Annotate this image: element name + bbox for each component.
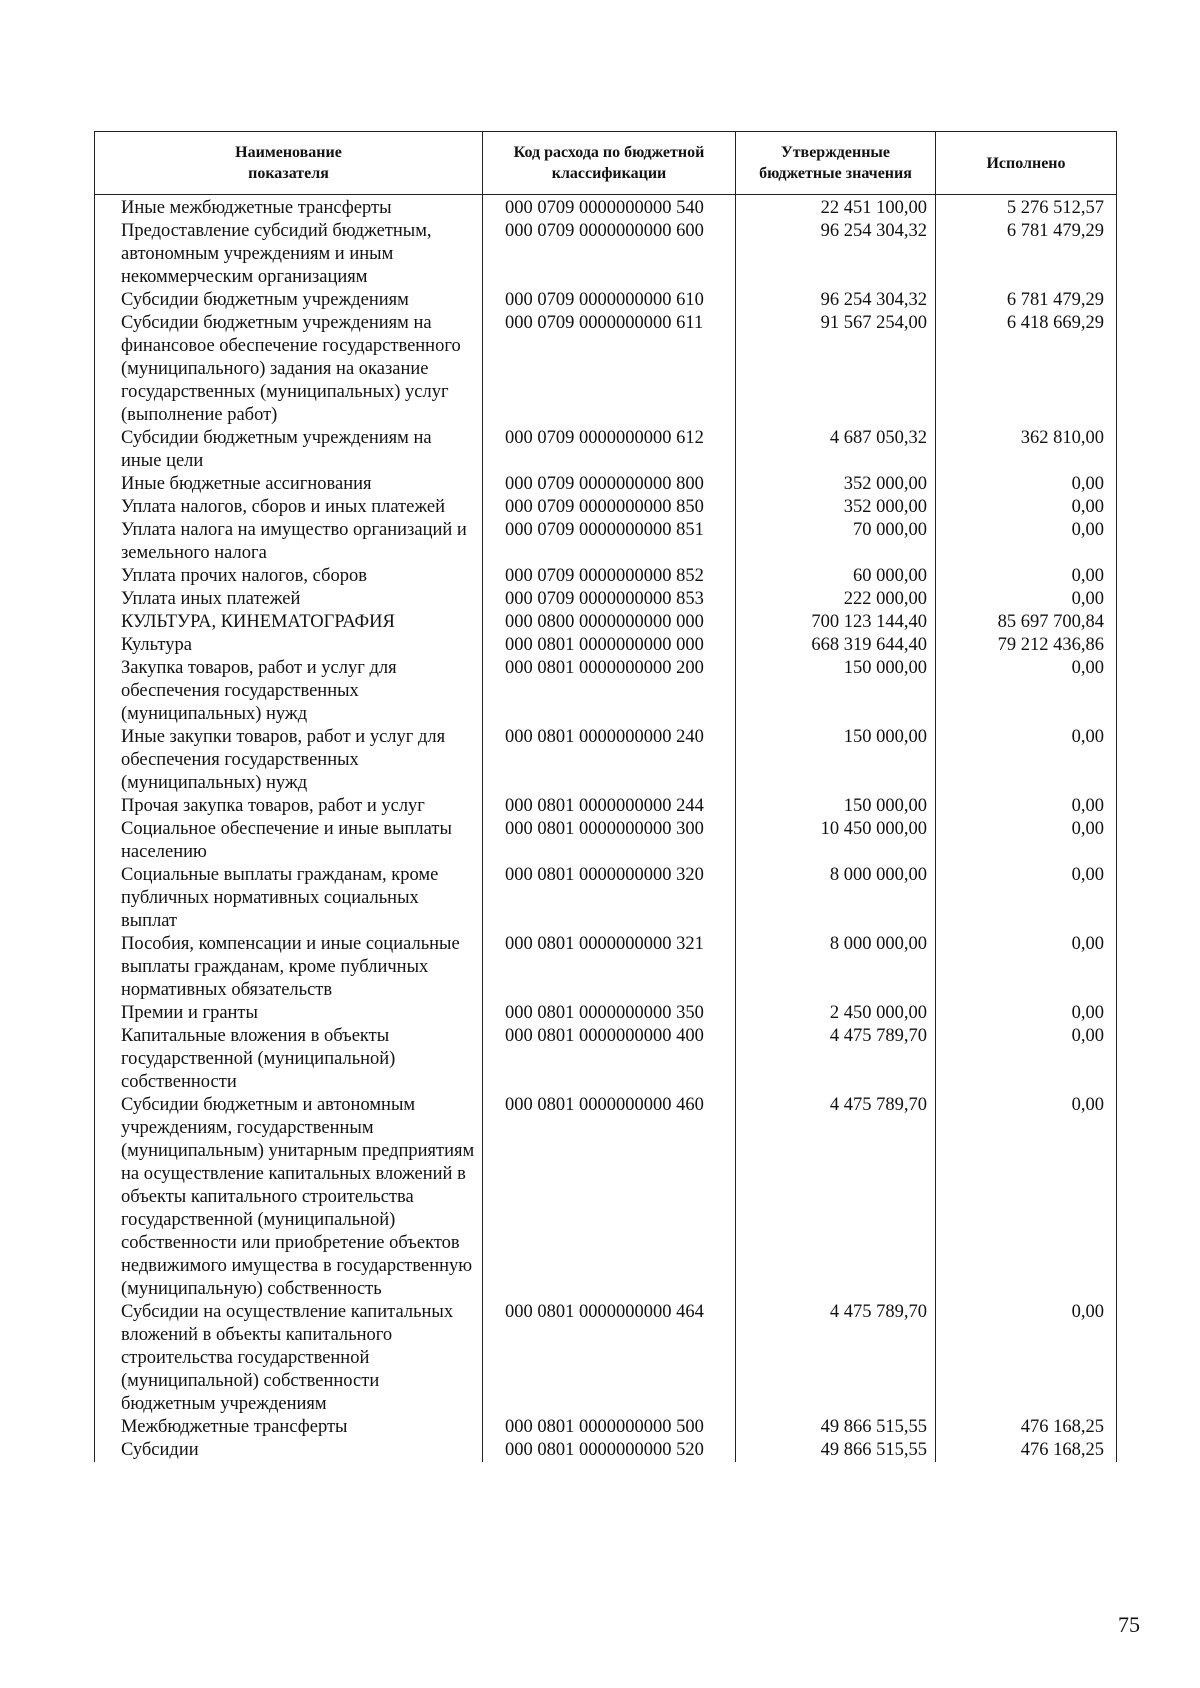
- row-code-cell: 000 0801 0000000000 000: [483, 634, 736, 657]
- row-name-cell: Пособия, компенсации и иные социальные выплаты гражданам, кроме публичных нормативных обязательств: [95, 933, 483, 1002]
- table-row: [95, 588, 1117, 611]
- row-code-cell: 000 0709 0000000000 610: [483, 289, 736, 312]
- row-code-cell: 000 0801 0000000000 321: [483, 933, 736, 1002]
- row-executed-cell: 476 168,25: [936, 1439, 1117, 1462]
- row-code-cell: 000 0709 0000000000 851: [483, 519, 736, 565]
- row-executed-cell: 0,00: [936, 496, 1117, 519]
- row-approved-cell: 60 000,00: [736, 565, 936, 588]
- table-row: [95, 1025, 1117, 1094]
- row-approved-cell: 96 254 304,32: [736, 289, 936, 312]
- row-name-cell: Субсидии бюджетным и автономным учреждениям, государственным (муниципальным) унитарным предприятиям на осуществление капитальных вложений в объекты капитального строительства государственной (муниципальной) собственности или приобретение объектов недвижимого имущества в государственную (муниципальную) собственность: [95, 1094, 483, 1301]
- table-row: [95, 496, 1117, 519]
- row-approved-cell: 8 000 000,00: [736, 864, 936, 933]
- row-name-cell: КУЛЬТУРА, КИНЕМАТОГРАФИЯ: [95, 611, 483, 634]
- row-executed-cell: 362 810,00: [936, 427, 1117, 473]
- row-code-cell: 000 0801 0000000000 350: [483, 1002, 736, 1025]
- row-code-cell: 000 0801 0000000000 244: [483, 795, 736, 818]
- table-row: [95, 1094, 1117, 1301]
- row-name-cell: Субсидии бюджетным учреждениям: [95, 289, 483, 312]
- row-code-cell: 000 0709 0000000000 612: [483, 427, 736, 473]
- table-row: [95, 611, 1117, 634]
- header-approved-line-1: Утвержденные: [780, 144, 891, 161]
- row-code-cell: 000 0801 0000000000 240: [483, 726, 736, 795]
- row-approved-cell: 91 567 254,00: [736, 312, 936, 427]
- row-approved-cell: 2 450 000,00: [736, 1002, 936, 1025]
- row-approved-cell: 700 123 144,40: [736, 611, 936, 634]
- row-name-cell: Субсидии на осуществление капитальных вложений в объекты капитального строительства государственной (муниципальной) собственности бюджетным учреждениям: [95, 1301, 483, 1416]
- table-row: [95, 818, 1117, 864]
- row-approved-cell: 150 000,00: [736, 657, 936, 726]
- table-row: [95, 933, 1117, 1002]
- row-code-cell: 000 0709 0000000000 853: [483, 588, 736, 611]
- table-row: [95, 726, 1117, 795]
- row-executed-cell: 0,00: [936, 565, 1117, 588]
- row-executed-cell: 6 781 479,29: [936, 289, 1117, 312]
- row-code-cell: 000 0709 0000000000 600: [483, 220, 736, 289]
- table-row: [95, 1439, 1117, 1462]
- row-executed-cell: 0,00: [936, 1094, 1117, 1301]
- budget-table: [94, 131, 1117, 1462]
- row-approved-cell: 10 450 000,00: [736, 818, 936, 864]
- header-code-line-1: Код расхода по бюджетной: [513, 144, 705, 161]
- table-row: [95, 519, 1117, 565]
- table-row: [95, 427, 1117, 473]
- row-executed-cell: 0,00: [936, 1301, 1117, 1416]
- row-approved-cell: 4 475 789,70: [736, 1025, 936, 1094]
- row-name-cell: Уплата налогов, сборов и иных платежей: [95, 496, 483, 519]
- row-executed-cell: 0,00: [936, 818, 1117, 864]
- row-code-cell: 000 0709 0000000000 852: [483, 565, 736, 588]
- row-name-cell: Предоставление субсидий бюджетным, автономным учреждениям и иным некоммерческим организациям: [95, 220, 483, 289]
- row-approved-cell: 352 000,00: [736, 496, 936, 519]
- row-name-cell: Капитальные вложения в объекты государственной (муниципальной) собственности: [95, 1025, 483, 1094]
- row-approved-cell: 70 000,00: [736, 519, 936, 565]
- row-name-cell: Субсидии бюджетным учреждениям на иные цели: [95, 427, 483, 473]
- table-row: [95, 1416, 1117, 1439]
- table-row: [95, 195, 1117, 221]
- row-name-cell: Уплата прочих налогов, сборов: [95, 565, 483, 588]
- row-executed-cell: 0,00: [936, 726, 1117, 795]
- header-name: [95, 132, 483, 195]
- row-executed-cell: 0,00: [936, 864, 1117, 933]
- row-name-cell: Иные бюджетные ассигнования: [95, 473, 483, 496]
- header-executed: [936, 132, 1117, 195]
- row-approved-cell: 352 000,00: [736, 473, 936, 496]
- row-code-cell: 000 0801 0000000000 460: [483, 1094, 736, 1301]
- row-name-cell: Иные закупки товаров, работ и услуг для обеспечения государственных (муниципальных) нужд: [95, 726, 483, 795]
- row-code-cell: 000 0800 0000000000 000: [483, 611, 736, 634]
- table-row: [95, 312, 1117, 427]
- table-row: [95, 565, 1117, 588]
- row-executed-cell: 79 212 436,86: [936, 634, 1117, 657]
- table-header: [95, 132, 1117, 195]
- row-approved-cell: 22 451 100,00: [736, 195, 936, 221]
- row-code-cell: 000 0801 0000000000 500: [483, 1416, 736, 1439]
- row-executed-cell: 0,00: [936, 588, 1117, 611]
- header-executed-label: Исполнено: [986, 154, 1066, 172]
- header-code-line-2: классификации: [551, 165, 667, 182]
- row-name-cell: Социальные выплаты гражданам, кроме публичных нормативных социальных выплат: [95, 864, 483, 933]
- row-executed-cell: 85 697 700,84: [936, 611, 1117, 634]
- header-approved-line-2: бюджетные значения: [759, 165, 912, 182]
- row-code-cell: 000 0709 0000000000 611: [483, 312, 736, 427]
- table-row: [95, 864, 1117, 933]
- row-executed-cell: 476 168,25: [936, 1416, 1117, 1439]
- row-approved-cell: 4 475 789,70: [736, 1301, 936, 1416]
- row-name-cell: Культура: [95, 634, 483, 657]
- header-code: [483, 132, 736, 195]
- row-approved-cell: 222 000,00: [736, 588, 936, 611]
- row-code-cell: 000 0801 0000000000 520: [483, 1439, 736, 1462]
- row-code-cell: 000 0709 0000000000 850: [483, 496, 736, 519]
- row-approved-cell: 49 866 515,55: [736, 1416, 936, 1439]
- page-number: 75: [1118, 1612, 1140, 1637]
- row-approved-cell: 668 319 644,40: [736, 634, 936, 657]
- table-row: [95, 795, 1117, 818]
- row-code-cell: 000 0709 0000000000 800: [483, 473, 736, 496]
- row-name-cell: Субсидии: [95, 1439, 483, 1462]
- row-executed-cell: 0,00: [936, 1002, 1117, 1025]
- row-approved-cell: 4 687 050,32: [736, 427, 936, 473]
- row-name-cell: Уплата налога на имущество организаций и земельного налога: [95, 519, 483, 565]
- row-executed-cell: 5 276 512,57: [936, 195, 1117, 221]
- row-approved-cell: 49 866 515,55: [736, 1439, 936, 1462]
- table-row: [95, 634, 1117, 657]
- row-name-cell: Межбюджетные трансферты: [95, 1416, 483, 1439]
- row-approved-cell: 150 000,00: [736, 795, 936, 818]
- row-name-cell: Субсидии бюджетным учреждениям на финансовое обеспечение государственного (муниципального) задания на оказание государственных (муниципальных) услуг (выполнение работ): [95, 312, 483, 427]
- row-approved-cell: 4 475 789,70: [736, 1094, 936, 1301]
- row-executed-cell: 0,00: [936, 1025, 1117, 1094]
- table-row: [95, 220, 1117, 289]
- row-executed-cell: 0,00: [936, 657, 1117, 726]
- row-name-cell: Премии и гранты: [95, 1002, 483, 1025]
- table-row: [95, 473, 1117, 496]
- row-code-cell: 000 0801 0000000000 464: [483, 1301, 736, 1416]
- row-name-cell: Социальное обеспечение и иные выплаты населению: [95, 818, 483, 864]
- row-code-cell: 000 0801 0000000000 320: [483, 864, 736, 933]
- row-name-cell: Прочая закупка товаров, работ и услуг: [95, 795, 483, 818]
- header-approved: [736, 132, 936, 195]
- row-executed-cell: 0,00: [936, 795, 1117, 818]
- row-name-cell: Закупка товаров, работ и услуг для обеспечения государственных (муниципальных) нужд: [95, 657, 483, 726]
- row-code-cell: 000 0709 0000000000 540: [483, 195, 736, 221]
- header-name-line-2: показателя: [248, 165, 329, 182]
- table-body: [95, 195, 1117, 1463]
- header-name-line-1: Наименование: [235, 144, 342, 161]
- table-row: [95, 1301, 1117, 1416]
- header-row: [95, 132, 1117, 195]
- row-executed-cell: 0,00: [936, 519, 1117, 565]
- row-name-cell: Уплата иных платежей: [95, 588, 483, 611]
- row-approved-cell: 150 000,00: [736, 726, 936, 795]
- row-name-cell: Иные межбюджетные трансферты: [95, 195, 483, 221]
- table-row: [95, 657, 1117, 726]
- row-executed-cell: 0,00: [936, 933, 1117, 1002]
- table-row: [95, 1002, 1117, 1025]
- row-approved-cell: 96 254 304,32: [736, 220, 936, 289]
- row-code-cell: 000 0801 0000000000 300: [483, 818, 736, 864]
- table-row: [95, 289, 1117, 312]
- row-executed-cell: 6 418 669,29: [936, 312, 1117, 427]
- row-code-cell: 000 0801 0000000000 400: [483, 1025, 736, 1094]
- row-executed-cell: 0,00: [936, 473, 1117, 496]
- row-approved-cell: 8 000 000,00: [736, 933, 936, 1002]
- row-executed-cell: 6 781 479,29: [936, 220, 1117, 289]
- row-code-cell: 000 0801 0000000000 200: [483, 657, 736, 726]
